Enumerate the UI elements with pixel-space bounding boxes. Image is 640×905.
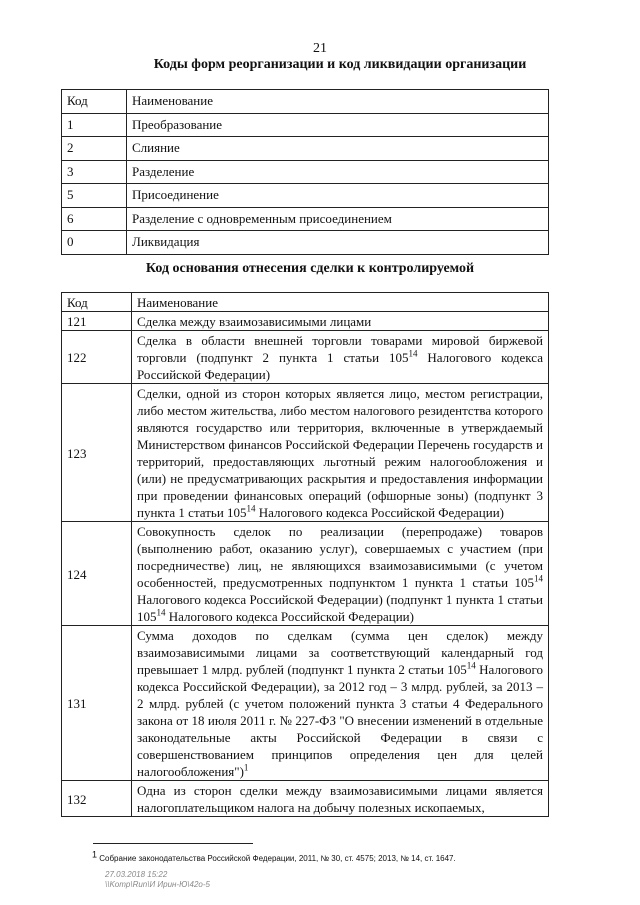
row-code: 122 bbox=[62, 331, 132, 384]
row-code: 123 bbox=[62, 384, 132, 522]
table-row bbox=[62, 113, 549, 137]
table-row bbox=[62, 184, 549, 208]
reorganization-codes-title: Коды форм реорганизации и код ликвидации организации bbox=[153, 57, 527, 72]
row-name: Присоединение bbox=[127, 184, 549, 208]
table-row bbox=[62, 231, 549, 255]
table-row bbox=[62, 626, 549, 781]
print-timestamp: 27.03.2018 15:22 bbox=[105, 870, 168, 879]
print-path: \\Komp\Run\И Ирин-Ю\42о-5 bbox=[105, 880, 210, 889]
row-description: Одна из сторон сделки между взаимозависимыми лицами является налогоплательщиком налога на добычу полезных ископаемых, bbox=[132, 781, 549, 817]
table-header-row bbox=[62, 293, 549, 312]
row-name: Слияние bbox=[127, 137, 549, 161]
column-header-code: Код bbox=[62, 293, 132, 312]
row-code: 3 bbox=[62, 160, 127, 184]
table-header-row bbox=[62, 90, 549, 114]
table-row bbox=[62, 384, 549, 522]
column-header-code: Код bbox=[62, 90, 127, 114]
row-code: 6 bbox=[62, 207, 127, 231]
table-row bbox=[62, 160, 549, 184]
row-description: Сделка в области внешней торговли товарами мировой биржевой торговли (подпункт 2 пункта 1 статьи $105^{14}$ Налогового кодекса Российской Федерации) bbox=[132, 331, 549, 384]
footnote-text: Собрание законодательства Российской Федерации, 2011, № 30, ст. 4575; 2013, № 14, ст. 1647. bbox=[99, 854, 456, 863]
row-code: 5 bbox=[62, 184, 127, 208]
page-number: 21 bbox=[313, 41, 327, 56]
row-name: Ликвидация bbox=[127, 231, 549, 255]
row-code: 121 bbox=[62, 312, 132, 331]
table-row bbox=[62, 312, 549, 331]
table-row bbox=[62, 207, 549, 231]
footnote-separator bbox=[93, 843, 253, 844]
table-row bbox=[62, 781, 549, 817]
footnote bbox=[92, 849, 456, 863]
footnote-mark: 1 bbox=[92, 849, 98, 860]
row-code: 124 bbox=[62, 522, 132, 626]
controlled-transaction-table bbox=[61, 292, 549, 817]
row-description: Совокупность сделок по реализации (перепродаже) товаров (выполнению работ, оказанию услуг), совершаемых с участием (при посредничестве) лиц, не являющихся взаимозависимыми (с учетом особенностей, предусмотренных подпунктом 1 пункта 1 статьи $105^{14}$ Налогового кодекса Российской Федерации) (подпункт 1 пункта 1 статьи $105^{14}$ Налогового кодекса Российской Федерации) bbox=[132, 522, 549, 626]
row-code: 131 bbox=[62, 626, 132, 781]
row-name: Преобразование bbox=[127, 113, 549, 137]
row-code: 1 bbox=[62, 113, 127, 137]
row-code: 132 bbox=[62, 781, 132, 817]
column-header-name: Наименование bbox=[127, 90, 549, 114]
row-name: Разделение с одновременным присоединением bbox=[127, 207, 549, 231]
table-row bbox=[62, 522, 549, 626]
table-row bbox=[62, 137, 549, 161]
reorganization-codes-table bbox=[61, 89, 549, 255]
row-name: Разделение bbox=[127, 160, 549, 184]
row-description: Сумма доходов по сделкам (сумма цен сделок) между взаимозависимыми лицами за соответствующий календарный год превышает 1 млрд. рублей (подпункт 1 пункта 2 статьи $105^{14}$ Налогового кодекса Российской Федерации), за 2012 год – 3 млрд. рублей, за 2013 – 2 млрд. рублей (с учетом положений пункта 3 статьи 4 Федерального закона от 18 июля 2011 г. № 227-ФЗ "О внесении изменений в отдельные законодательные акты Российской Федерации в связи с совершенствованием принципов определения цен для целей налогообложения")$^1$ bbox=[132, 626, 549, 781]
row-code: 2 bbox=[62, 137, 127, 161]
table-row bbox=[62, 331, 549, 384]
row-code: 0 bbox=[62, 231, 127, 255]
column-header-name: Наименование bbox=[132, 293, 549, 312]
row-description: Сделки, одной из сторон которых является лицо, местом регистрации, либо местом жительства, либо местом налогового резидентства которого являются государство или территория, включенные в утверждаемый Министерством финансов Российской Федерации Перечень государств и территорий, предоставляющих льготный режим налогообложения и (или) не предусматривающих раскрытия и предоставления информации при проведении финансовых операций (офшорные зоны) (подпункт 3 пункта 1 статьи $105^{14}$ Налогового кодекса Российской Федерации) bbox=[132, 384, 549, 522]
row-description: Сделка между взаимозависимыми лицами bbox=[132, 312, 549, 331]
controlled-transaction-title: Код основания отнесения сделки к контролируемой bbox=[145, 261, 475, 276]
